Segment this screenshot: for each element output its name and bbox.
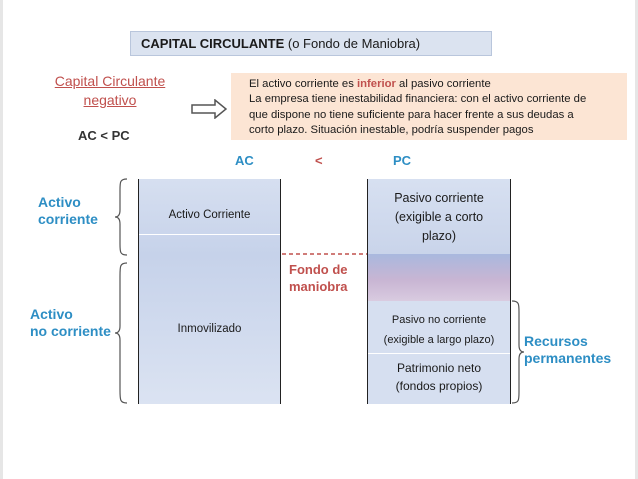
activo-corriente-text: Activo Corriente <box>168 209 251 221</box>
patrimonio-line2: (fondos propios) <box>395 379 483 393</box>
info-post: al pasivo corriente <box>395 78 491 90</box>
pasivo-corriente-line1: Pasivo corriente <box>394 191 484 205</box>
dashed-separator <box>282 252 368 256</box>
label-activo-corriente-1: Activo <box>38 194 81 210</box>
recursos-permanentes-label <box>524 333 611 367</box>
recursos-permanentes-block <box>368 301 510 404</box>
ac-pc-relation: AC < PC <box>78 128 130 143</box>
pasivo-no-corriente-line1: Pasivo no corriente <box>391 314 487 326</box>
inmovilizado-block <box>139 255 280 404</box>
pasivo-corriente-block <box>368 179 510 254</box>
double-arrow-right-icon <box>191 99 227 119</box>
negative-line1: Capital Circulante <box>54 73 166 89</box>
slide-title <box>130 31 492 56</box>
fondo-de-maniobra-label <box>289 261 348 295</box>
negative-capital-heading <box>40 72 180 110</box>
info-line3: que dispone no tiene suficiente para hacer frente a sus deudas a <box>249 108 574 121</box>
info-line2: La empresa tiene inestabilidad financiera: con el activo corriente de <box>249 93 587 106</box>
recursos-line1: Recursos <box>524 333 588 349</box>
info-line1 <box>249 77 621 92</box>
title-bold: CAPITAL CIRCULANTE <box>141 36 285 51</box>
right-brace-icon <box>511 300 525 404</box>
info-highlight: inferior <box>357 78 396 90</box>
assets-column <box>138 179 281 404</box>
recursos-line2: permanentes <box>524 350 612 366</box>
label-activo-corriente <box>38 194 98 228</box>
label-activo-no-corriente <box>30 306 111 340</box>
fondo-line1: Fondo de <box>289 262 348 277</box>
fondo-de-maniobra-block <box>368 254 510 301</box>
pasivo-no-corriente-line2: (exigible a largo plazo) <box>383 334 495 346</box>
header-less-than: < <box>315 153 323 168</box>
pasivo-corriente-line3: plazo) <box>421 229 457 243</box>
title-rest: (o Fondo de Maniobra) <box>284 36 421 51</box>
negative-line2: negativo <box>83 92 137 108</box>
pasivo-corriente-line2: (exigible a corto <box>394 210 484 224</box>
label-activo-no-corriente-1: Activo <box>30 306 73 322</box>
fondo-line2: maniobra <box>289 279 348 294</box>
info-line4: corto plazo. Situación inestable, podría suspender pagos <box>249 123 534 136</box>
header-pc: PC <box>393 153 412 168</box>
liabilities-column <box>367 179 511 404</box>
patrimonio-line1: Patrimonio neto <box>396 361 482 375</box>
label-activo-no-corriente-2: no corriente <box>30 323 111 339</box>
info-pre: El activo corriente es <box>249 78 357 90</box>
left-brace-icon <box>114 262 128 404</box>
explanation-box <box>231 73 627 140</box>
inmovilizado-text: Inmovilizado <box>177 323 242 335</box>
left-brace-icon <box>114 178 128 256</box>
header-ac: AC <box>235 153 254 168</box>
activo-corriente-block <box>139 179 280 255</box>
label-activo-corriente-2: corriente <box>38 211 98 227</box>
slide-frame-left <box>0 0 3 479</box>
